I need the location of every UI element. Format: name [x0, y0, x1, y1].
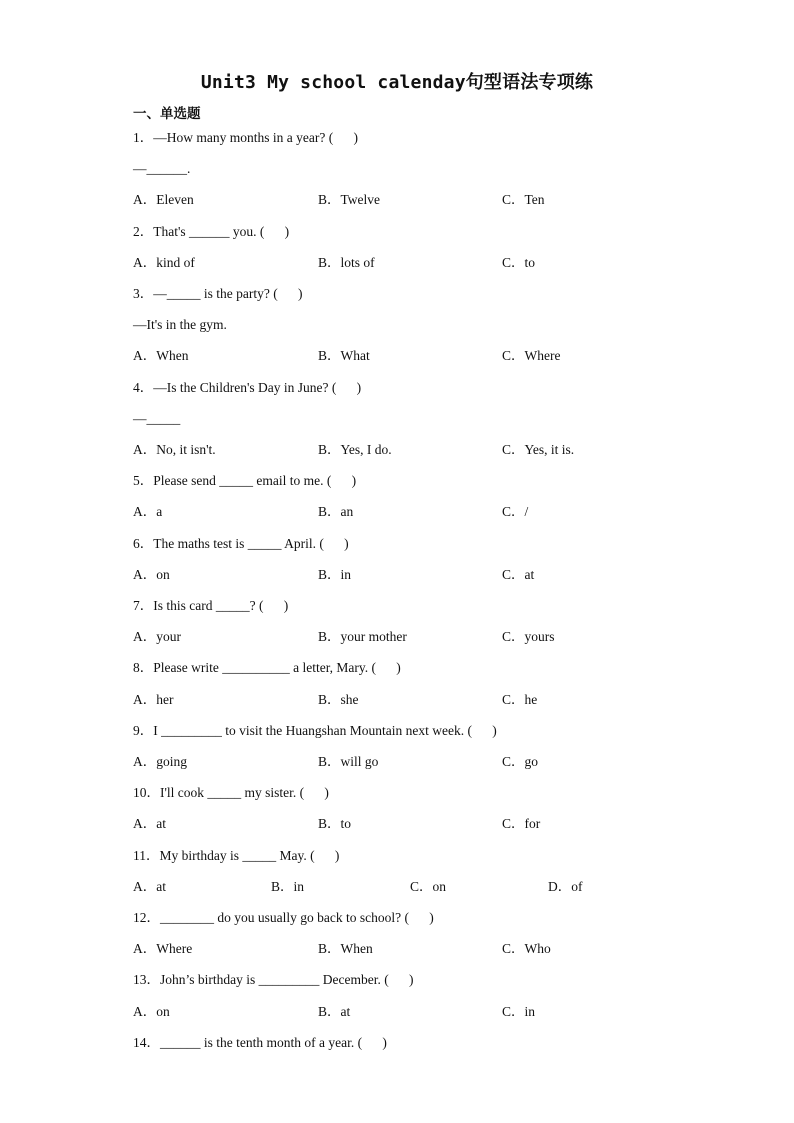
question-13-option-c[interactable]: C．in: [502, 1004, 536, 1019]
title-cjk: 句型语法专项练: [465, 72, 594, 93]
question-2-option-c[interactable]: C．to: [502, 255, 536, 270]
question-5-option-b[interactable]: B．an: [318, 504, 354, 519]
question-13-option-a[interactable]: A．on: [133, 1004, 170, 1019]
document-title: [0, 68, 794, 94]
question-2-stem: 2．That's ______ you. ( ): [133, 224, 290, 239]
question-9-stem: 9．I _________ to visit the Huangshan Mountain next week. ( ): [133, 723, 497, 738]
question-6-option-c[interactable]: C．at: [502, 567, 535, 582]
title-latin: Unit3 My school calenday: [200, 72, 466, 93]
question-8-option-c[interactable]: C．he: [502, 692, 538, 707]
question-7-stem: 7．Is this card _____? ( ): [133, 598, 289, 613]
question-8-option-b[interactable]: B．she: [318, 692, 359, 707]
question-12-stem: 12．________ do you usually go back to school? ( ): [133, 910, 434, 925]
question-4-answer-line: —_____: [133, 411, 181, 426]
question-2-option-a[interactable]: A．kind of: [133, 255, 195, 270]
question-6-option-b[interactable]: B．in: [318, 567, 352, 582]
question-10-stem: 10．I'll cook _____ my sister. ( ): [133, 785, 329, 800]
question-11-option-d[interactable]: D．of: [548, 879, 583, 894]
question-11-stem: 11．My birthday is _____ May. ( ): [133, 848, 340, 863]
question-7-option-a[interactable]: A．your: [133, 629, 181, 644]
question-3-answer-line: —It's in the gym.: [133, 317, 227, 332]
question-5-option-a[interactable]: A．a: [133, 504, 163, 519]
question-4-option-a[interactable]: A．No, it isn't.: [133, 442, 216, 457]
question-13-stem: 13．John’s birthday is _________ December. ( ): [133, 972, 414, 987]
question-6-option-a[interactable]: A．on: [133, 567, 170, 582]
question-4-stem: 4．—Is the Children's Day in June? ( ): [133, 380, 362, 395]
question-3-option-c[interactable]: C．Where: [502, 348, 561, 363]
question-11-option-b[interactable]: B．in: [271, 879, 305, 894]
question-1-option-c[interactable]: C．Ten: [502, 192, 545, 207]
section-heading: 一、单选题: [133, 106, 201, 122]
question-2-option-b[interactable]: B．lots of: [318, 255, 375, 270]
question-8-option-a[interactable]: A．her: [133, 692, 174, 707]
question-1-option-b[interactable]: B．Twelve: [318, 192, 381, 207]
question-11-option-c[interactable]: C．on: [410, 879, 447, 894]
question-1-answer-line: —______.: [133, 161, 191, 176]
question-10-option-a[interactable]: A．at: [133, 816, 166, 831]
question-7-option-b[interactable]: B．your mother: [318, 629, 407, 644]
question-7-option-c[interactable]: C．yours: [502, 629, 555, 644]
question-5-option-c[interactable]: C．/: [502, 504, 529, 519]
question-4-option-b[interactable]: B．Yes, I do.: [318, 442, 392, 457]
question-10-option-b[interactable]: B．to: [318, 816, 352, 831]
question-9-option-a[interactable]: A．going: [133, 754, 187, 769]
question-3-option-a[interactable]: A．When: [133, 348, 189, 363]
question-9-option-b[interactable]: B．will go: [318, 754, 379, 769]
question-13-option-b[interactable]: B．at: [318, 1004, 351, 1019]
question-14-stem: 14．______ is the tenth month of a year. ( ): [133, 1035, 387, 1050]
question-12-option-b[interactable]: B．When: [318, 941, 373, 956]
question-1-stem: 1．—How many months in a year? ( ): [133, 130, 358, 145]
question-8-stem: 8．Please write __________ a letter, Mary. ( ): [133, 660, 401, 675]
question-3-option-b[interactable]: B．What: [318, 348, 370, 363]
question-6-stem: 6．The maths test is _____ April. ( ): [133, 536, 349, 551]
question-1-option-a[interactable]: A．Eleven: [133, 192, 194, 207]
question-10-option-c[interactable]: C．for: [502, 816, 541, 831]
question-5-stem: 5．Please send _____ email to me. ( ): [133, 473, 357, 488]
question-9-option-c[interactable]: C．go: [502, 754, 539, 769]
question-4-option-c[interactable]: C．Yes, it is.: [502, 442, 575, 457]
question-3-stem: 3．—_____ is the party? ( ): [133, 286, 303, 301]
question-12-option-a[interactable]: A．Where: [133, 941, 193, 956]
question-11-option-a[interactable]: A．at: [133, 879, 166, 894]
question-12-option-c[interactable]: C．Who: [502, 941, 551, 956]
